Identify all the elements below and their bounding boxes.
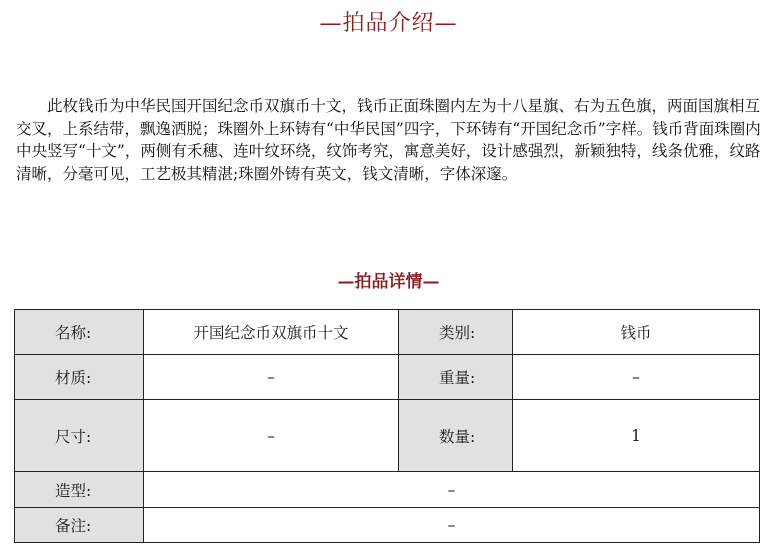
intro-title: —拍品介绍— xyxy=(319,11,458,36)
intro-paragraph: 此枚钱币为中华民国开国纪念币双旗币十文，钱币正面珠圈内左为十八星旗、右为五色旗，两面国旗相互交叉，上系结带，飘逸洒脱；珠圈外上环铸有“中华民国”四字，下环铸有“开国纪念币”字样。钱币背面珠圈内中央竖写“十文”，两侧有禾穗、连叶纹环绕，纹饰考究，寓意美好，设计感强烈，新颖独特，线条优雅，纹路清晰，分毫可见，工艺极其精湛;珠圈外铸有英文，钱文清晰，字体深邃。 xyxy=(16,97,761,183)
name-value: 开国纪念币双旗币十文 xyxy=(144,310,399,355)
material-label: 材质: xyxy=(15,355,144,400)
details-table xyxy=(14,309,760,543)
notes-label: 备注: xyxy=(15,508,144,543)
table-row xyxy=(15,310,760,355)
material-value: – xyxy=(144,355,399,400)
size-label: 尺寸: xyxy=(15,400,144,472)
table-row xyxy=(15,400,760,472)
table-row xyxy=(15,472,760,508)
name-label: 名称: xyxy=(15,310,144,355)
table-row xyxy=(15,355,760,400)
category-label: 类别: xyxy=(399,310,513,355)
notes-value: – xyxy=(144,508,760,543)
size-value: – xyxy=(144,400,399,472)
weight-value: – xyxy=(513,355,760,400)
shape-label: 造型: xyxy=(15,472,144,508)
quantity-label: 数量: xyxy=(399,400,513,472)
details-title: —拍品详情— xyxy=(337,272,440,292)
category-value: 钱币 xyxy=(513,310,760,355)
table-row xyxy=(15,508,760,543)
weight-label: 重量: xyxy=(399,355,513,400)
quantity-value: 1 xyxy=(513,400,760,472)
shape-value: – xyxy=(144,472,760,508)
